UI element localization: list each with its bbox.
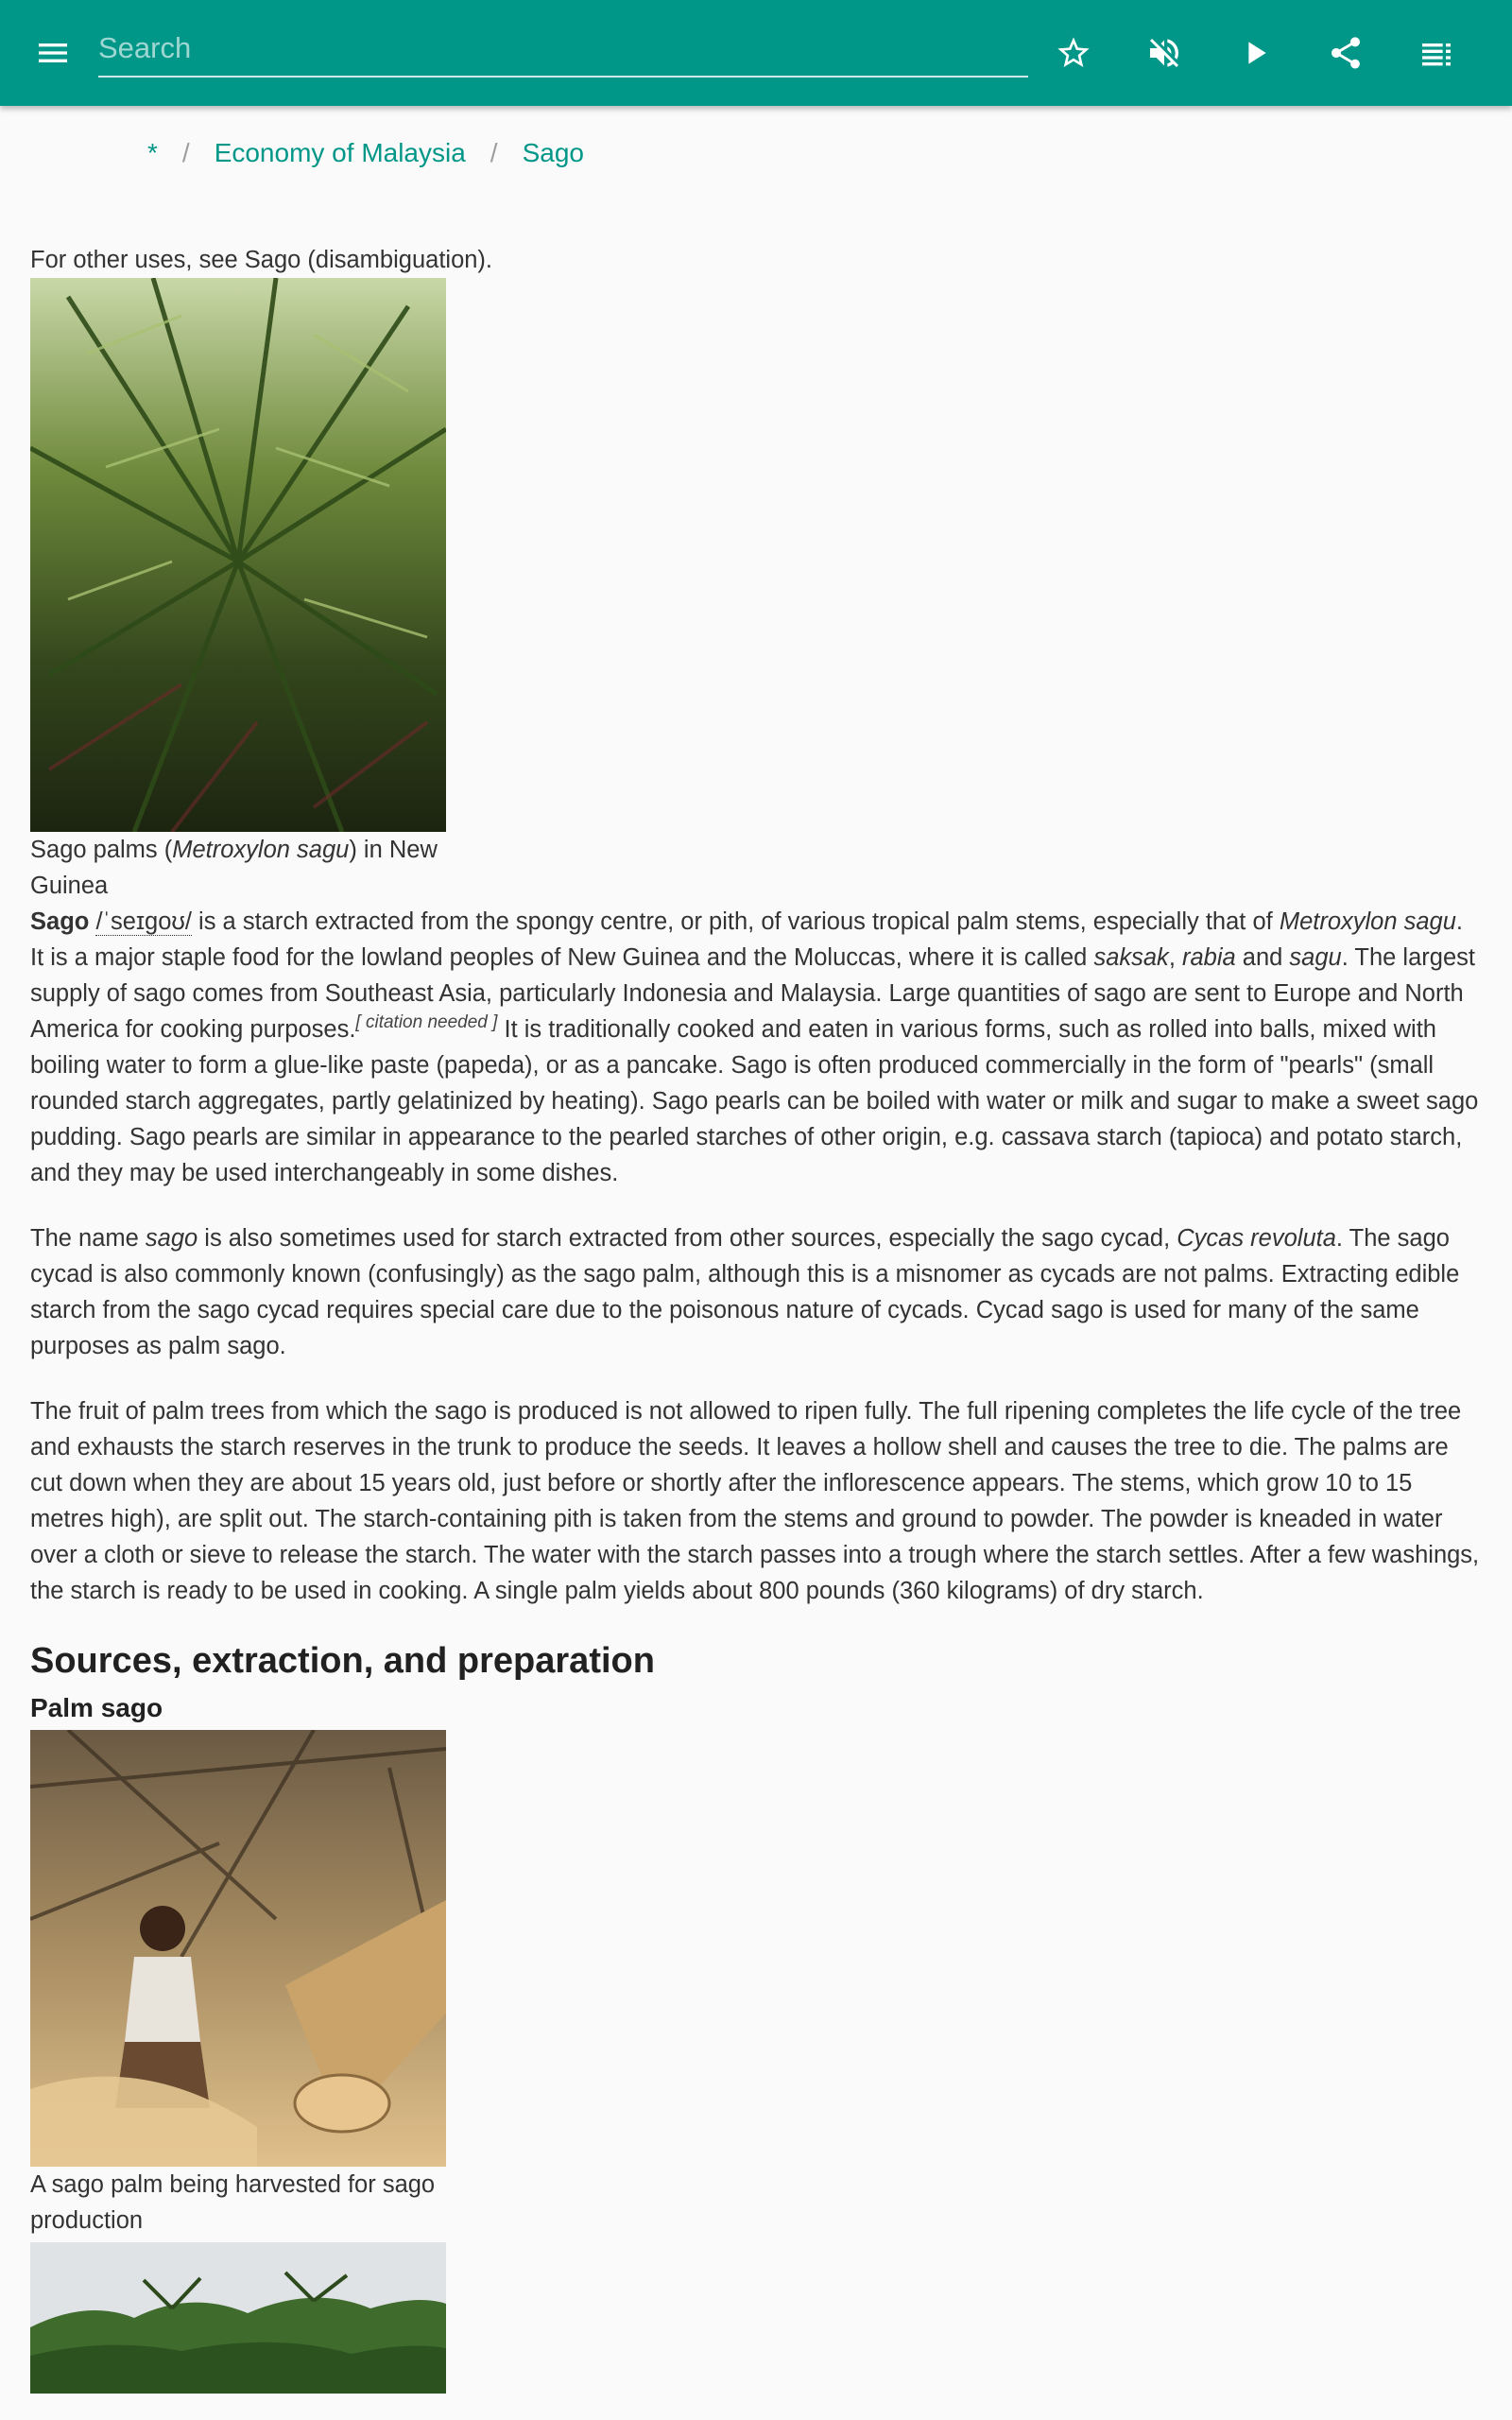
subsection-heading: Palm sago (30, 1693, 163, 1722)
search-input[interactable] (98, 21, 1028, 76)
paragraph-name: The name sago is also sometimes used for starch extracted from other sources, especially the sago cycad, Cycas revoluta. The sago cycad is also commonly known (confusingly) as the sago palm, although this is a misnomer as cycads are not palms. Extracting edible starch from the sago cycad requires special care due to the poisonous nature of cycads. Cycad sago is used for many of the same purposes as palm sago. (30, 1225, 1460, 1359)
play-icon (1236, 34, 1274, 72)
share-button[interactable] (1315, 23, 1376, 83)
paragraph-intro: Sago /ˈseɪɡoʊ/ is a starch extracted from the spongy centre, or pith, of various tropical palm stems, especially that of Metroxylon sagu. It is a major staple food for the lowland peoples of New Guinea and the Moluccas, where it is called saksak, rabia and sagu. The largest supply of sago comes from Southeast Asia, particularly Indonesia and Malaysia. Large quantities of sago are sent to Europe and North America for cooking purposes.[ citation needed ] It is traditionally cooked and eaten in various forms, such as rolled into balls, mixed with boiling water to form a glue-like paste (papeda), or as a pancake. Sago is often produced commercially in the form of "pearls" (small rounded starch aggregates, partly gelatinized by heating). Sago pearls can be boiled with water or milk and sugar to make a sweet sago pudding. Sago pearls are similar in appearance to the pearled starches of other origin, e.g. cassava starch (tapioca) and potato starch, and they may be used interchangeably in some dishes. (30, 908, 1479, 1186)
hatnote[interactable]: For other uses, see Sago (disambiguation). (30, 247, 493, 273)
breadcrumb-separator: / (490, 138, 498, 167)
figure-sago-harvest (30, 1730, 446, 2394)
breadcrumb-item-economy-of-malaysia[interactable]: Economy of Malaysia (214, 138, 466, 167)
star-outline-icon (1055, 34, 1092, 72)
bookmark-button[interactable] (1043, 23, 1104, 83)
breadcrumb-item-sago[interactable]: Sago (522, 138, 584, 167)
article-content (30, 242, 1482, 2394)
sago-plantation-image[interactable] (30, 2242, 446, 2394)
mute-button[interactable] (1134, 23, 1194, 83)
breadcrumb-root[interactable]: * (147, 138, 158, 167)
play-button[interactable] (1225, 23, 1285, 83)
toc-button[interactable] (1406, 23, 1467, 83)
volume-off-icon (1145, 34, 1183, 72)
share-icon (1327, 34, 1365, 72)
paragraph-fruit: The fruit of palm trees from which the sago is produced is not allowed to ripen fully. The full ripening completes the life cycle of the tree and exhausts the starch reserves in the trunk to produce the seeds. It leaves a hollow shell and causes the tree to die. The palms are cut down when they are about 15 years old, just before or shortly after the inflorescence appears. The stems, which grow 10 to 15 metres high), are split out. The starch-containing pith is taken from the stems and ground to powder. The powder is kneaded in water over a cloth or sieve to release the starch. The water with the starch passes into a trough where the starch settles. After a few washings, the starch is ready to be used in cooking. A single palm yields about 800 pounds (360 kilograms) of dry starch. (30, 1398, 1480, 1604)
ipa-pronunciation[interactable]: /ˈseɪɡoʊ/ (95, 908, 192, 935)
hamburger-menu-icon (34, 34, 72, 72)
figure-caption: A sago palm being harvested for sago production (30, 2171, 436, 2234)
sago-harvest-image[interactable] (30, 1730, 446, 2167)
app-bar (0, 0, 1512, 106)
figure-caption: Sago palms (Metroxylon sagu) in New Guinea (30, 837, 438, 899)
sago-palms-image[interactable] (30, 278, 446, 832)
breadcrumb (147, 138, 584, 168)
menu-button[interactable] (23, 23, 83, 83)
search-field (98, 21, 1028, 78)
breadcrumb-separator: / (181, 138, 190, 167)
citation-needed[interactable]: [ citation needed ] (355, 1012, 498, 1032)
playlist-icon (1418, 34, 1455, 72)
section-heading: Sources, extraction, and preparation (30, 1641, 655, 1681)
figure-sago-palms (30, 278, 446, 904)
